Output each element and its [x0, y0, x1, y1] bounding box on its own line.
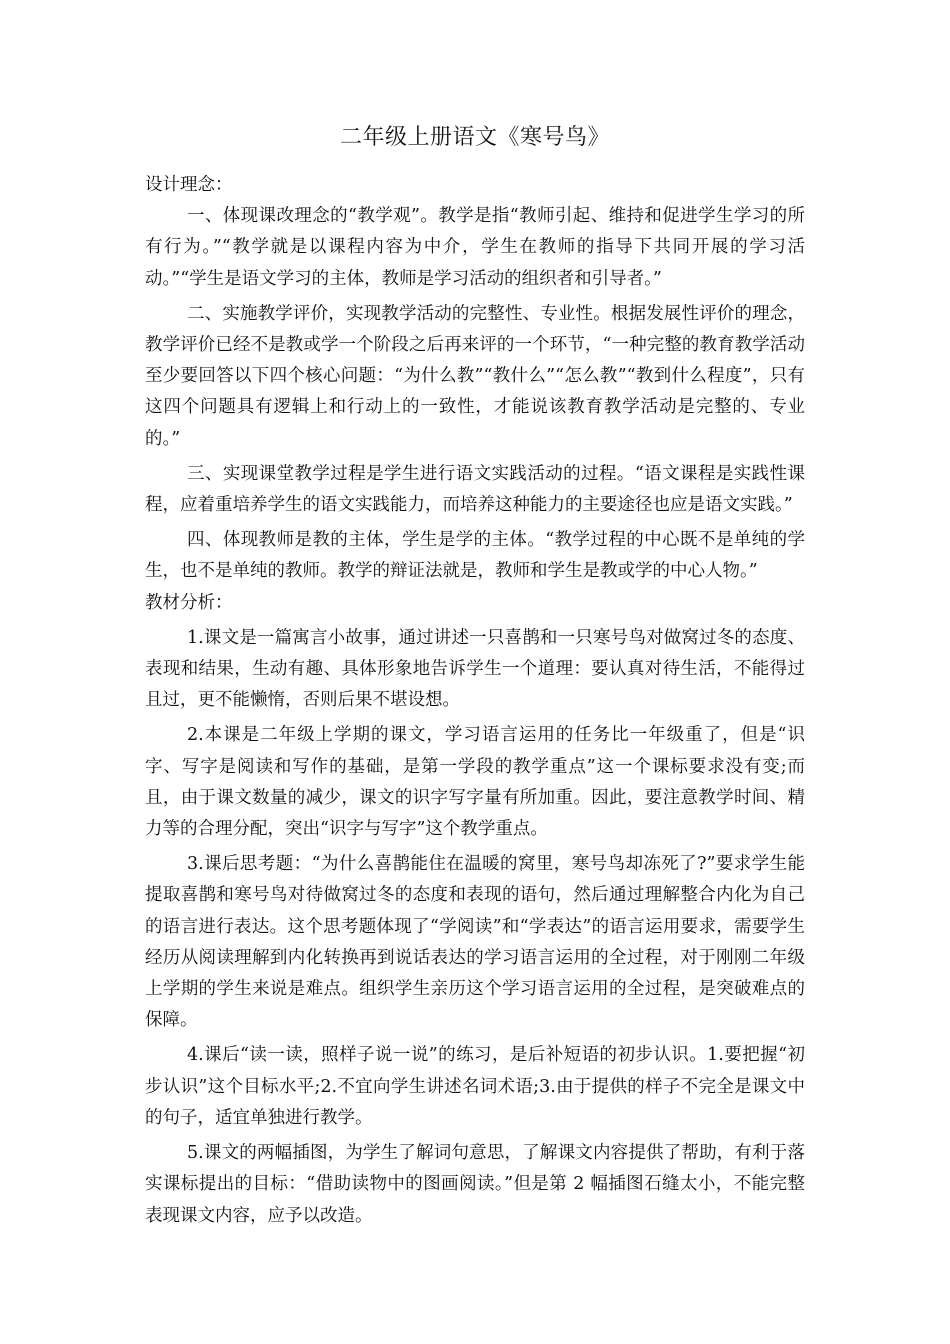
section-heading-design-concept: 设计理念： [145, 175, 233, 195]
section-heading-textbook-analysis: 教材分析： [145, 592, 233, 613]
paragraph: 1.课文是一篇寓言小故事，通过讲述一只喜鹊和一只寒号鸟对做窝过冬的态度、表现和结果，生动有趣、具体形象地告诉学生一个道理：要认真对待生活，不能得过且过，更不能懒惰，否则后果不堪设想。 [145, 627, 805, 711]
paragraph: 3.课后思考题：“为什么喜鹊能住在温暖的窝里，寒号鸟却冻死了?”要求学生能提取喜鹊和寒号鸟对待做窝过冬的态度和表现的语句，然后通过理解整合内化为自己的语言进行表达。这个思考题体现了“学阅读”和“学表达”的语言运用要求，需要学生经历从阅读理解到内化转换再到说话表达的学习语言运用的全过程，对于刚刚二年级上学期的学生来说是难点。组织学生亲历这个学习语言运用的全过程，是突破难点的保障。 [145, 854, 805, 1031]
paragraph: 三、实现课堂教学过程是学生进行语文实践活动的过程。“语文课程是实践性课程，应着重培养学生的语文实践能力，而培养这种能力的主要途径也应是语文实践。” [145, 463, 805, 516]
document-title: 二年级上册语文《寒号鸟》 [339, 125, 610, 150]
document-body [145, 170, 805, 1232]
paragraph: 2.本课是二年级上学期的课文，学习语言运用的任务比一年级重了，但是“识字、写字是阅读和写作的基础，是第一学段的教学重点”这一个课标要求没有变;而且，由于课文数量的减少，课文的识字写字量有所加重。因此，要注意教学时间、精力等的合理分配，突出“识字与写字”这个教学重点。 [145, 725, 805, 840]
paragraph: 5.课文的两幅插图，为学生了解词句意思，了解课文内容提供了帮助，有利于落实课标提出的目标：“借助读物中的图画阅读。”但是第 2 幅插图石缝太小，不能完整表现课文内容，应予以改造。 [145, 1143, 805, 1226]
paragraph: 二、实施教学评价，实现教学活动的完整性、专业性。根据发展性评价的理念，教学评价已经不是教或学一个阶段之后再来评的一个环节，“一种完整的教育教学活动至少要回答以下四个核心问题：“为什么教”“教什么”“怎么教”“教到什么程度”，只有这四个问题具有逻辑上和行动上的一致性，才能说该教育教学活动是完整的、专业的。” [145, 303, 805, 449]
paragraph: 四、体现教师是教的主体，学生是学的主体。“教学过程的中心既不是单纯的学生，也不是单纯的教师。教学的辩证法就是，教师和学生是教或学的中心人物。” [145, 530, 805, 582]
paragraph: 一、体现课改理念的“教学观”。教学是指“教师引起、维持和促进学生学习的所有行为。”“教学就是以课程内容为中介，学生在教师的指导下共同开展的学习活动。”“学生是语文学习的主体，教师是学习活动的组织者和引导者。” [145, 206, 805, 289]
paragraph: 4.课后“读一读，照样子说一说”的练习，是后补短语的初步认识。1.要把握“初步认识”这个目标水平;2.不宜向学生讲述名词术语;3.由于提供的样子不完全是课文中的句子，适宜单独进行教学。 [145, 1045, 805, 1128]
